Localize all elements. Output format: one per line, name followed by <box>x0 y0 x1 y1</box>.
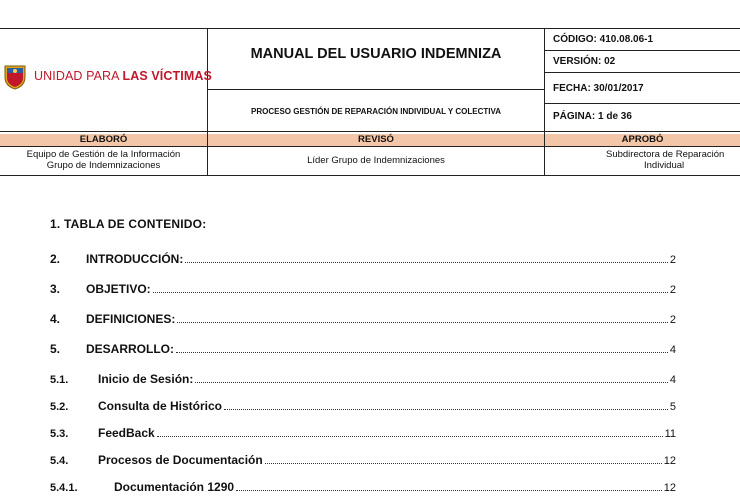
toc-entry-label: DEFINICIONES: <box>86 312 176 326</box>
elaboro-value <box>0 149 207 171</box>
header-bottom-line <box>0 131 740 132</box>
codigo-value: CÓDIGO: 410.08.06-1 <box>553 34 654 45</box>
toc-entry-page: 4 <box>669 374 676 386</box>
toc-heading: 1. TABLA DE CONTENIDO: <box>50 217 207 231</box>
toc-leader-dots <box>153 292 668 293</box>
toc-entry-page: 11 <box>664 428 676 440</box>
signoff-bottom-line <box>0 175 740 176</box>
aprobo-line-1: Subdirectora de Reparación <box>606 149 725 160</box>
reviso-label: REVISÓ <box>358 134 394 145</box>
toc-entry-definiciones[interactable] <box>50 310 676 326</box>
reviso-value: Líder Grupo de Indemnizaciones <box>307 155 445 166</box>
toc-entry-label: Procesos de Documentación <box>98 453 263 467</box>
toc-entry-number: 5.2. <box>50 401 69 413</box>
toc-entry-number: 5.3. <box>50 428 69 440</box>
toc-entry-page: 12 <box>663 482 676 494</box>
org-logo <box>2 62 212 90</box>
toc-entry-number: 5.4.1. <box>50 482 78 494</box>
toc-leader-dots <box>185 262 668 263</box>
toc-entry-number: 2. <box>50 252 61 266</box>
elaboro-label: ELABORÓ <box>79 134 128 145</box>
coat-of-arms-icon <box>2 62 28 90</box>
document-header <box>0 0 740 176</box>
toc-entry-number: 5.4. <box>50 455 69 467</box>
process-subtitle: PROCESO GESTIÓN DE REPARACIÓN INDIVIDUAL Y COLECTIVA <box>251 107 501 116</box>
header-mid-line <box>207 89 545 90</box>
toc-entry-page: 5 <box>669 401 676 413</box>
toc-entry-desarrollo[interactable] <box>50 340 676 356</box>
toc-entry-page: 4 <box>669 344 676 356</box>
header-v-line-2 <box>544 28 545 131</box>
band-bottom-line <box>0 146 740 147</box>
toc-leader-dots <box>224 409 668 410</box>
toc-entry-number: 3. <box>50 282 61 296</box>
toc-leader-dots <box>177 322 668 323</box>
toc-entry-introduccion[interactable] <box>50 250 676 266</box>
meta-line-2 <box>544 72 740 73</box>
toc-entry-procesos-documentacion[interactable] <box>50 451 676 467</box>
toc-leader-dots <box>157 436 663 437</box>
pagina-value: PÁGINA: 1 de 36 <box>553 111 632 122</box>
toc-leader-dots <box>265 463 662 464</box>
org-name: UNIDAD PARA LAS VÍCTIMAS <box>34 69 212 83</box>
toc-leader-dots <box>236 490 662 491</box>
toc-entry-objetivo[interactable] <box>50 280 676 296</box>
toc-entry-number: 5. <box>50 342 61 356</box>
toc-entry-consulta-historico[interactable] <box>50 397 676 413</box>
aprobo-label: APROBÓ <box>621 134 664 145</box>
toc-leader-dots <box>176 352 668 353</box>
toc-entry-page: 2 <box>669 254 676 266</box>
toc-entry-label: INTRODUCCIÓN: <box>86 252 184 266</box>
toc-entry-page: 2 <box>669 284 676 296</box>
toc-entry-label: Documentación 1290 <box>114 480 235 494</box>
aprobo-value <box>606 149 740 171</box>
toc-entry-label: FeedBack <box>98 426 155 440</box>
toc-entry-feedback[interactable] <box>50 424 676 440</box>
meta-line-1 <box>544 50 740 51</box>
toc-entry-page: 2 <box>669 314 676 326</box>
fecha-value: FECHA: 30/01/2017 <box>553 83 644 94</box>
toc-entry-number: 5.1. <box>50 374 69 386</box>
toc-entry-label: Consulta de Histórico <box>98 399 223 413</box>
version-value: VERSIÓN: 02 <box>553 56 616 67</box>
toc-entry-label: DESARROLLO: <box>86 342 174 356</box>
toc-entry-number: 4. <box>50 312 61 326</box>
toc-entry-documentacion-1290[interactable] <box>50 478 676 494</box>
toc-entry-page: 12 <box>663 455 676 467</box>
elaboro-line-2: Grupo de Indemnizaciones <box>46 160 161 171</box>
elaboro-line-1: Equipo de Gestión de la Información <box>26 149 181 160</box>
document-title: MANUAL DEL USUARIO INDEMNIZA <box>250 46 502 62</box>
toc-leader-dots <box>195 382 668 383</box>
toc-entry-label: Inicio de Sesión: <box>98 372 194 386</box>
header-top-border <box>0 28 740 29</box>
toc-entry-label: OBJETIVO: <box>86 282 151 296</box>
meta-line-3 <box>544 103 740 104</box>
toc-entry-inicio-sesion[interactable] <box>50 370 676 386</box>
aprobo-line-2: Individual <box>644 160 685 171</box>
